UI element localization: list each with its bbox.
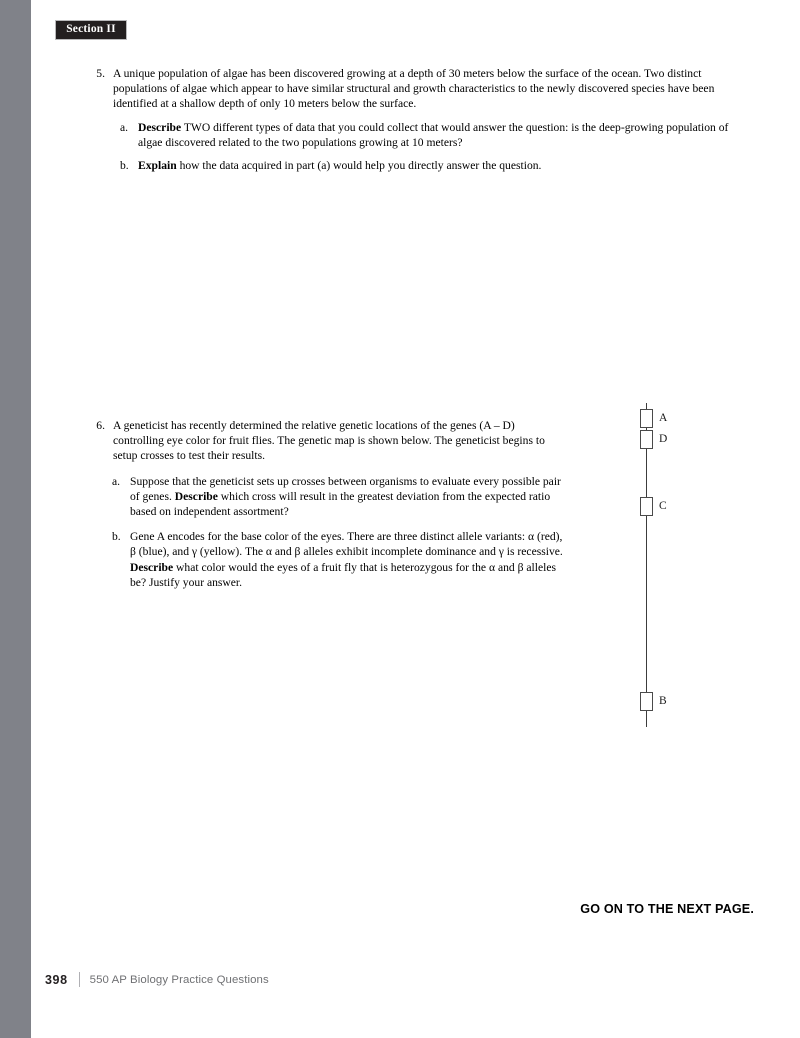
gene-label-c: C [659,500,667,512]
question-6-part-a-lead: Describe [174,489,218,503]
question-5-part-a [93,120,743,150]
question-5-part-b [93,158,743,173]
question-5-text: A unique population of algae has been discovered growing at a depth of 30 meters below the surface of the ocean. Two distinct populations of algae which appear to have similar structural and growth characteristics to the newly discovered species have been identified at a shallow depth of only 10 meters below the surface. [113,67,715,111]
question-6-part-b-text: what color would the eyes of a fruit fly that is heterozygous for the α and β alleles be? Justify your answer. [130,560,557,589]
footer-book-title: 550 AP Biology Practice Questions [89,973,269,986]
question-6-number: 6. [96,419,105,432]
footer-page-number: 398 [45,972,68,987]
question-6-part-a-pre: Suppose that the geneticist sets up crosses between organisms to evaluate every possible pair of genes. [130,474,561,503]
question-6-part-a-text: which cross will result in the greatest deviation from the expected ratio based on independent assortment? [130,489,551,519]
question-6-part-a-label: a. [112,474,121,488]
question-5-part-b-body [138,158,743,173]
question-6-part-a [93,474,565,520]
question-5-part-a-body [138,120,743,150]
chromosome-axis-line [646,403,647,727]
question-block-5 [93,66,743,173]
next-page-notice: GO ON TO THE NEXT PAGE. [580,902,754,916]
question-6-part-b [93,529,565,590]
question-6-part-a-body [130,474,565,520]
question-6-part-b-body [130,529,565,590]
question-block-6 [93,418,565,590]
gene-marker-b [640,692,653,711]
footer-divider [79,972,80,987]
gene-marker-c [640,497,653,516]
section-header-tab [55,20,127,40]
question-6-part-b-lead: Describe [130,560,174,574]
page-footer [45,972,269,987]
question-6-part-b-pre: Gene A encodes for the base color of the eyes. There are three distinct allele variants: α (red), β (blue), and γ (yellow). The α and β alleles exhibit incomplete dominance and γ is recessive. [130,530,563,559]
gene-label-a: A [659,412,668,424]
gene-label-d: D [659,433,668,445]
question-5-part-b-text: how the data acquired in part (a) would help you directly answer the question. [176,159,542,173]
question-5-part-a-text: TWO different types of data that you could collect that would answer the question: is the deep-growing population of algae discovered related to the two populations growing at 10 meters? [138,120,729,149]
section-header-label: Section II [66,23,116,36]
genetic-map-diagram [631,400,701,735]
question-5-part-a-label: a. [120,120,129,134]
question-6-main [93,418,565,464]
left-gutter-band [0,0,31,1038]
question-5-part-b-label: b. [120,159,129,173]
question-6-text: A geneticist has recently determined the relative genetic locations of the genes (A – D) controlling eye color for fruit flies. The genetic map is shown below. The geneticist begins to setup crosses to test their results. [113,419,545,463]
question-6-part-b-label: b. [112,530,121,544]
question-5-number: 5. [96,67,105,80]
question-5-part-b-lead: Explain [138,159,177,173]
question-5-part-a-lead: Describe [138,120,182,134]
gene-marker-a [640,409,653,428]
question-5-main [93,66,743,112]
gene-label-b: B [659,695,667,707]
page-canvas [31,0,800,1038]
gene-marker-d [640,430,653,449]
